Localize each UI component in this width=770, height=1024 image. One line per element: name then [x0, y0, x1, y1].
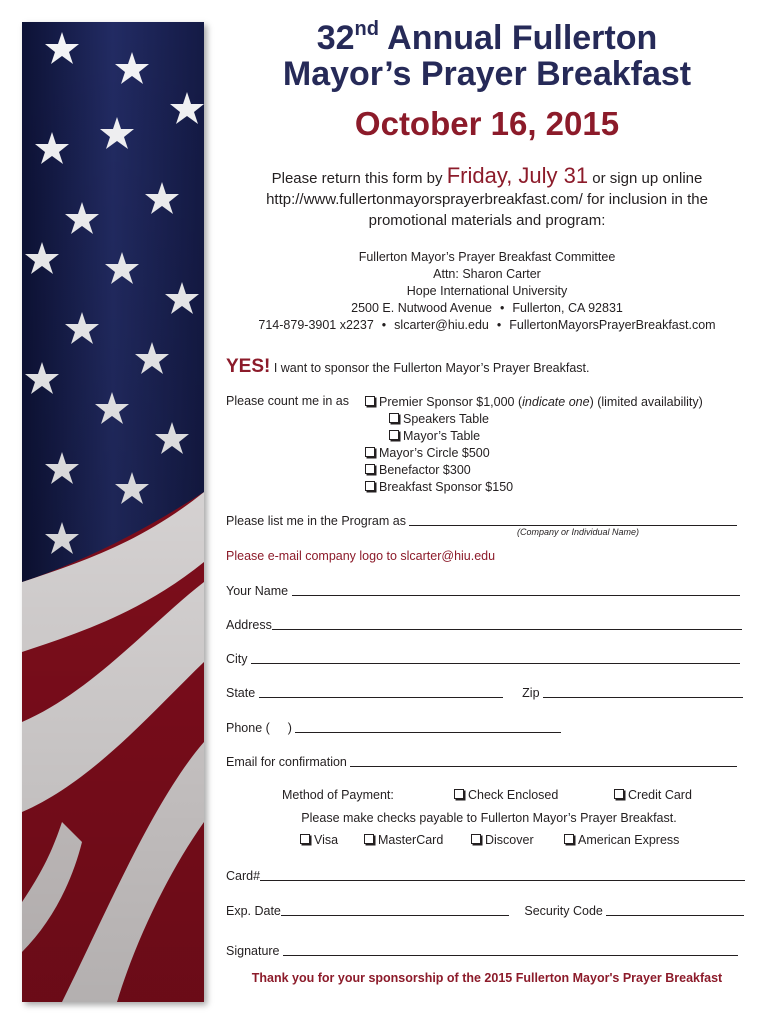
page-title: 32nd Annual Fullerton Mayor’s Prayer Breakfast: [282, 18, 692, 93]
checkbox-icon[interactable]: [564, 834, 574, 844]
mailing-address: Fullerton Mayor’s Prayer Breakfast Committee Attn: Sharon Carter Hope International University 2500 E. Nutwood Avenue • Fullerton, CA 92831 714-879-3901 x2237 • slcarter@hiu.edu • FullertonMayorsPrayerBreakfast.com: [258, 250, 716, 332]
name-field: Your Name: [226, 583, 740, 598]
checkbox-icon[interactable]: [365, 396, 375, 406]
option-speakers-table[interactable]: Speakers Table: [365, 411, 703, 428]
checkbox-icon[interactable]: [471, 834, 481, 844]
sponsor-heading: YES! I want to sponsor the Fullerton Mayor’s Prayer Breakfast.: [226, 356, 590, 377]
state-zip-field: State Zip: [226, 685, 743, 700]
state-input[interactable]: [259, 685, 503, 698]
signature-field: Signature: [226, 943, 738, 958]
phone-input[interactable]: [295, 720, 561, 733]
option-mayors-circle[interactable]: Mayor’s Circle $500: [365, 445, 703, 462]
check-enclosed-option[interactable]: Check Enclosed: [454, 788, 558, 802]
address-input[interactable]: [272, 617, 742, 630]
program-field: Please list me in the Program as: [226, 513, 737, 528]
address-field: Address: [226, 617, 742, 632]
exp-security-field: Exp. Date Security Code: [226, 903, 744, 918]
visa-option[interactable]: Visa: [300, 833, 338, 847]
card-number-input[interactable]: [260, 868, 745, 881]
count-label: Please count me in as: [226, 394, 349, 408]
thank-you-note: Thank you for your sponsorship of the 2015 Fullerton Mayor's Prayer Breakfast: [251, 971, 723, 985]
card-number-field: Card#: [226, 868, 745, 883]
option-benefactor[interactable]: Benefactor $300: [365, 462, 703, 479]
option-mayors-table[interactable]: Mayor’s Table: [365, 428, 703, 445]
logo-instructions: Please e-mail company logo to slcarter@hiu.edu: [226, 549, 496, 563]
payable-note: Please make checks payable to Fullerton Mayor’s Prayer Breakfast.: [301, 811, 677, 825]
exp-date-input[interactable]: [281, 903, 509, 916]
return-instructions: Please return this form by Friday, July 31 or sign up online http://www.fullertonmayorsprayerbreakfast.com/ for inclusion in the promotional materials and program:: [266, 163, 708, 229]
american-flag-image: [22, 22, 204, 1002]
amex-option[interactable]: American Express: [564, 833, 679, 847]
event-date: October 16, 2015: [354, 105, 620, 142]
sponsor-options: [365, 394, 703, 496]
checkbox-icon[interactable]: [389, 413, 399, 423]
program-input[interactable]: [409, 513, 737, 526]
mastercard-option[interactable]: MasterCard: [364, 833, 443, 847]
option-breakfast-sponsor[interactable]: Breakfast Sponsor $150: [365, 479, 703, 496]
phone-field: Phone ( ): [226, 720, 561, 735]
zip-input[interactable]: [543, 685, 743, 698]
checkbox-icon[interactable]: [300, 834, 310, 844]
credit-card-option[interactable]: Credit Card: [614, 788, 692, 802]
checkbox-icon[interactable]: [365, 481, 375, 491]
checkbox-icon[interactable]: [364, 834, 374, 844]
signature-input[interactable]: [283, 943, 738, 956]
option-premier[interactable]: Premier Sponsor $1,000 (indicate one) (limited availability): [365, 394, 703, 411]
discover-option[interactable]: Discover: [471, 833, 534, 847]
city-input[interactable]: [251, 651, 740, 664]
checkbox-icon[interactable]: [389, 430, 399, 440]
checkbox-icon[interactable]: [365, 464, 375, 474]
name-input[interactable]: [292, 583, 740, 596]
email-field: Email for confirmation: [226, 754, 737, 769]
program-note: (Company or Individual Name): [517, 527, 640, 537]
checkbox-icon[interactable]: [454, 789, 464, 799]
city-field: City: [226, 651, 740, 666]
checkbox-icon[interactable]: [614, 789, 624, 799]
email-input[interactable]: [350, 754, 737, 767]
flag-illustration: [22, 22, 204, 1002]
checkbox-icon[interactable]: [365, 447, 375, 457]
security-code-input[interactable]: [606, 903, 744, 916]
